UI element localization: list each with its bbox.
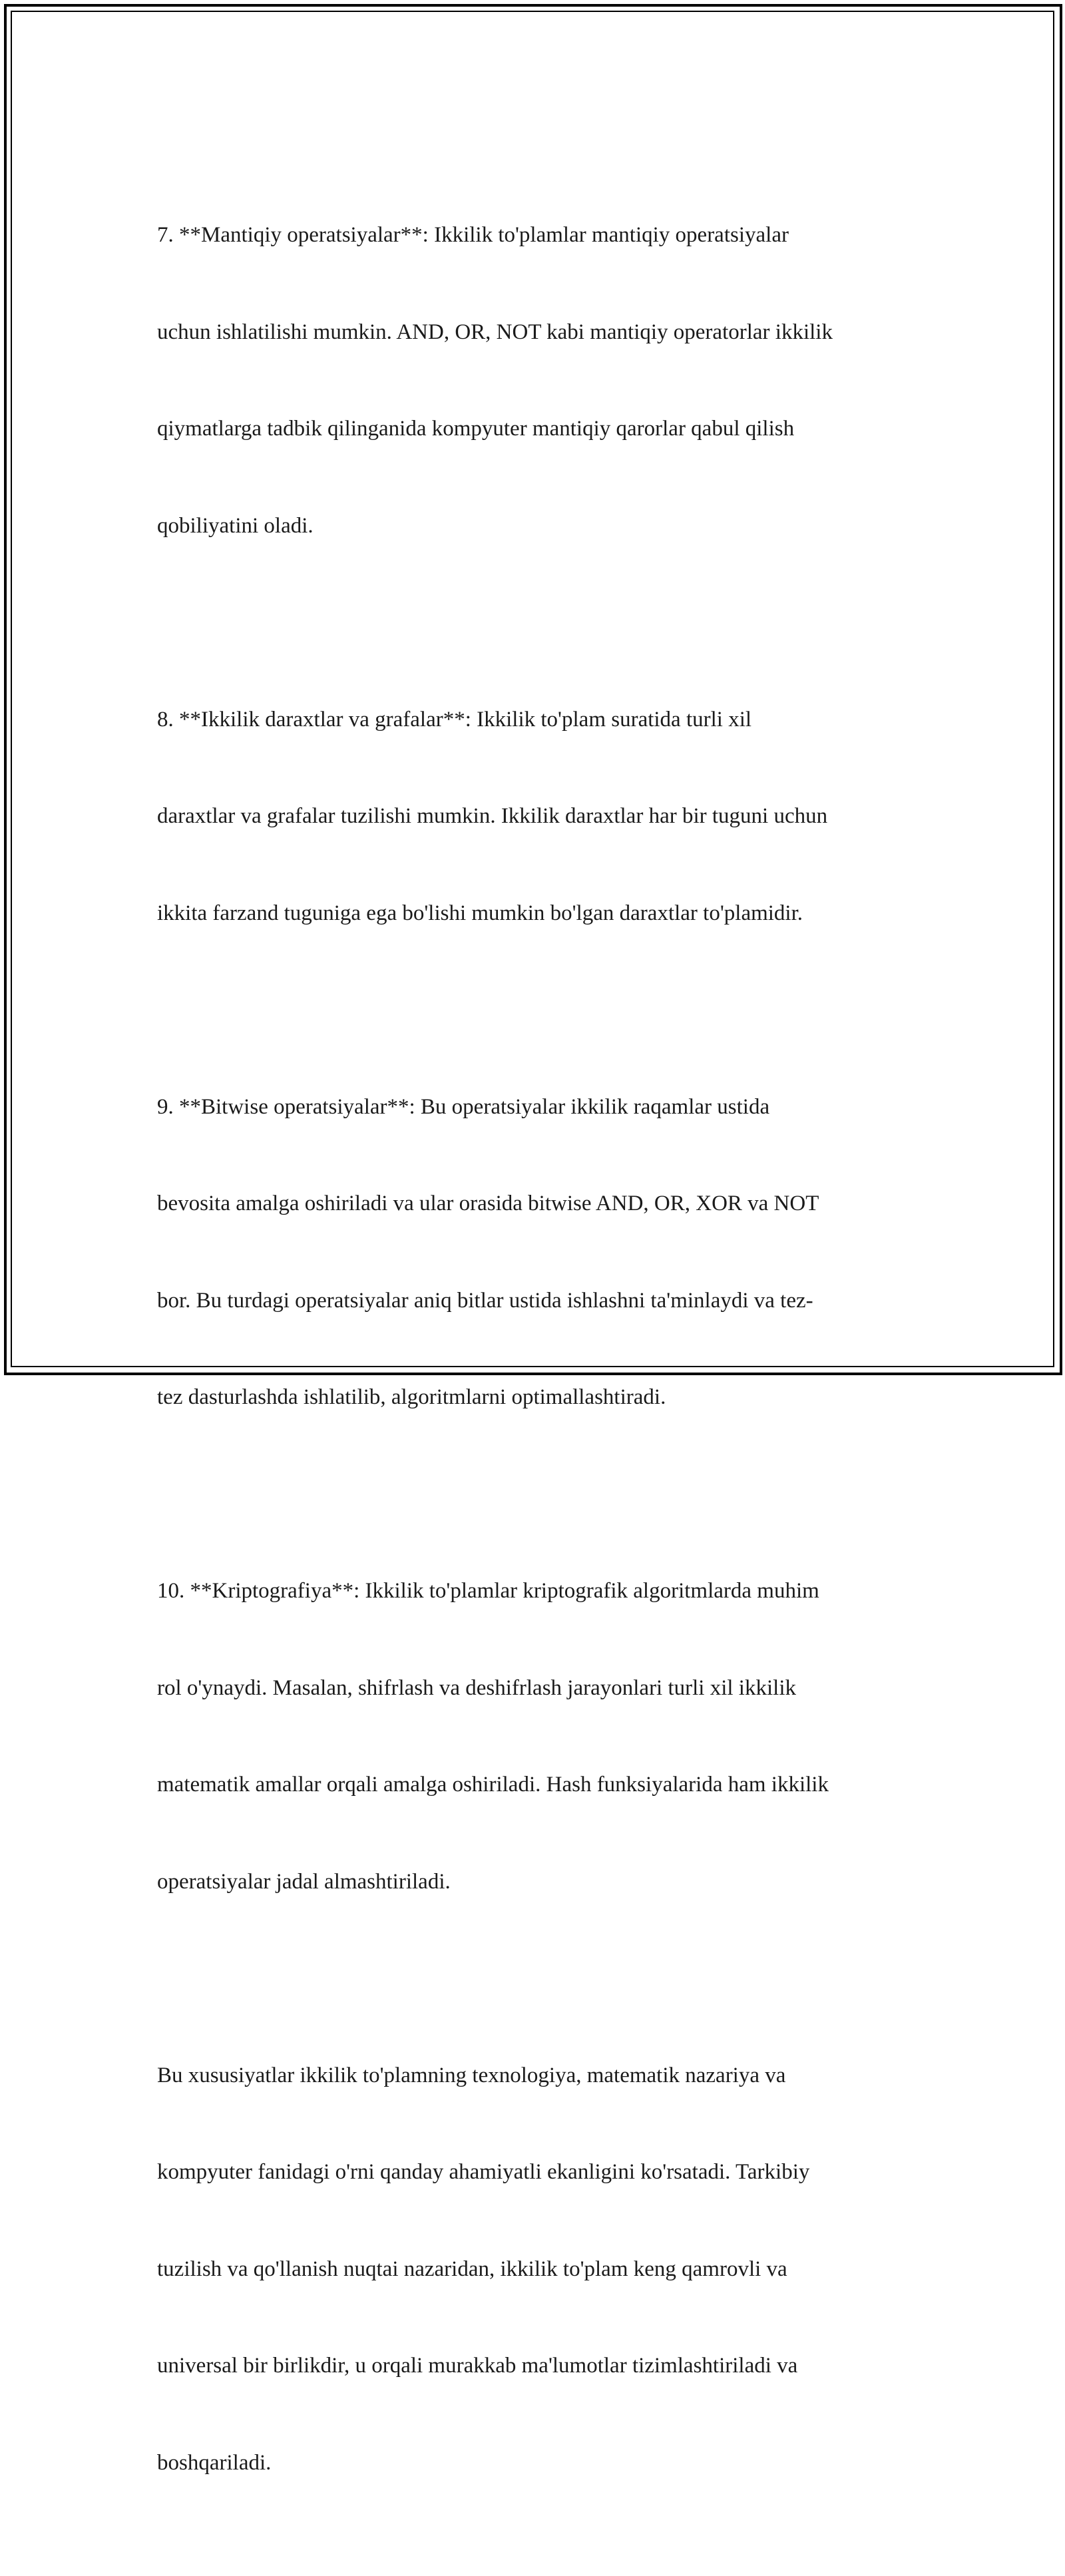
text-line: bevosita amalga oshiriladi va ular orasida bitwise AND, OR, XOR va NOT [157, 1191, 819, 1215]
text-line: Bu xususiyatlar ikkilik to'plamning texnologiya, matematik nazariya va [157, 2063, 786, 2087]
text-line: 7. **Mantiqiy operatsiyalar**: Ikkilik to'plamlar mantiqiy operatsiyalar [157, 223, 789, 247]
document-body [157, 154, 916, 2576]
text-line: ikkita farzand tuguniga ega bo'lishi mumkin bo'lgan daraxtlar to'plamidir. [157, 901, 803, 925]
text-line: tez dasturlashda ishlatilib, algoritmlarni optimallashtiradi. [157, 1385, 666, 1409]
text-line: tuzilish va qo'llanish nuqtai nazaridan, ikkilik to'plam keng qamrovli va [157, 2256, 787, 2281]
text-line: 8. **Ikkilik daraxtlar va grafalar**: Ikkilik to'plam suratida turli xil [157, 707, 752, 732]
text-line: qobiliyatini oladi. [157, 513, 314, 538]
text-line: qiymatlarga tadbik qilinganida kompyuter mantiqiy qarorlar qabul qilish [157, 417, 795, 441]
text-line: kompyuter fanidagi o'rni qanday ahamiyatli ekanligini ko'rsatadi. Tarkibiy [157, 2160, 810, 2184]
paragraph-ikkilik-daraxtlar [157, 639, 916, 994]
text-line: operatsiyalar jadal almashtiriladi. [157, 1869, 451, 1894]
paragraph-bitwise-operatsiyalar [157, 1026, 916, 1478]
paragraph-kriptografiya [157, 1510, 916, 1962]
text-line: boshqariladi. [157, 2450, 272, 2475]
paragraph-conclusion [157, 1995, 916, 2544]
text-line: uchun ishlatilishi mumkin. AND, OR, NOT kabi mantiqiy operatorlar ikkilik [157, 320, 833, 344]
text-line: 9. **Bitwise operatsiyalar**: Bu operatsiyalar ikkilik raqamlar ustida [157, 1094, 770, 1119]
paragraph-mantiqiy-operatsiyalar [157, 154, 916, 606]
text-line: daraxtlar va grafalar tuzilishi mumkin. Ikkilik daraxtlar har bir tuguni uchun [157, 804, 828, 828]
text-line: bor. Bu turdagi operatsiyalar aniq bitlar ustida ishlashni ta'minlaydi va tez- [157, 1288, 813, 1313]
text-line: rol o'ynaydi. Masalan, shifrlash va deshifrlash jarayonlari turli xil ikkilik [157, 1675, 796, 1700]
text-line: matematik amallar orqali amalga oshiriladi. Hash funksiyalarida ham ikkilik [157, 1773, 829, 1797]
text-line: universal bir birlikdir, u orqali murakkab ma'lumotlar tizimlashtiriladi va [157, 2354, 798, 2378]
text-line: 10. **Kriptografiya**: Ikkilik to'plamlar kriptografik algoritmlarda muhim [157, 1579, 819, 1603]
